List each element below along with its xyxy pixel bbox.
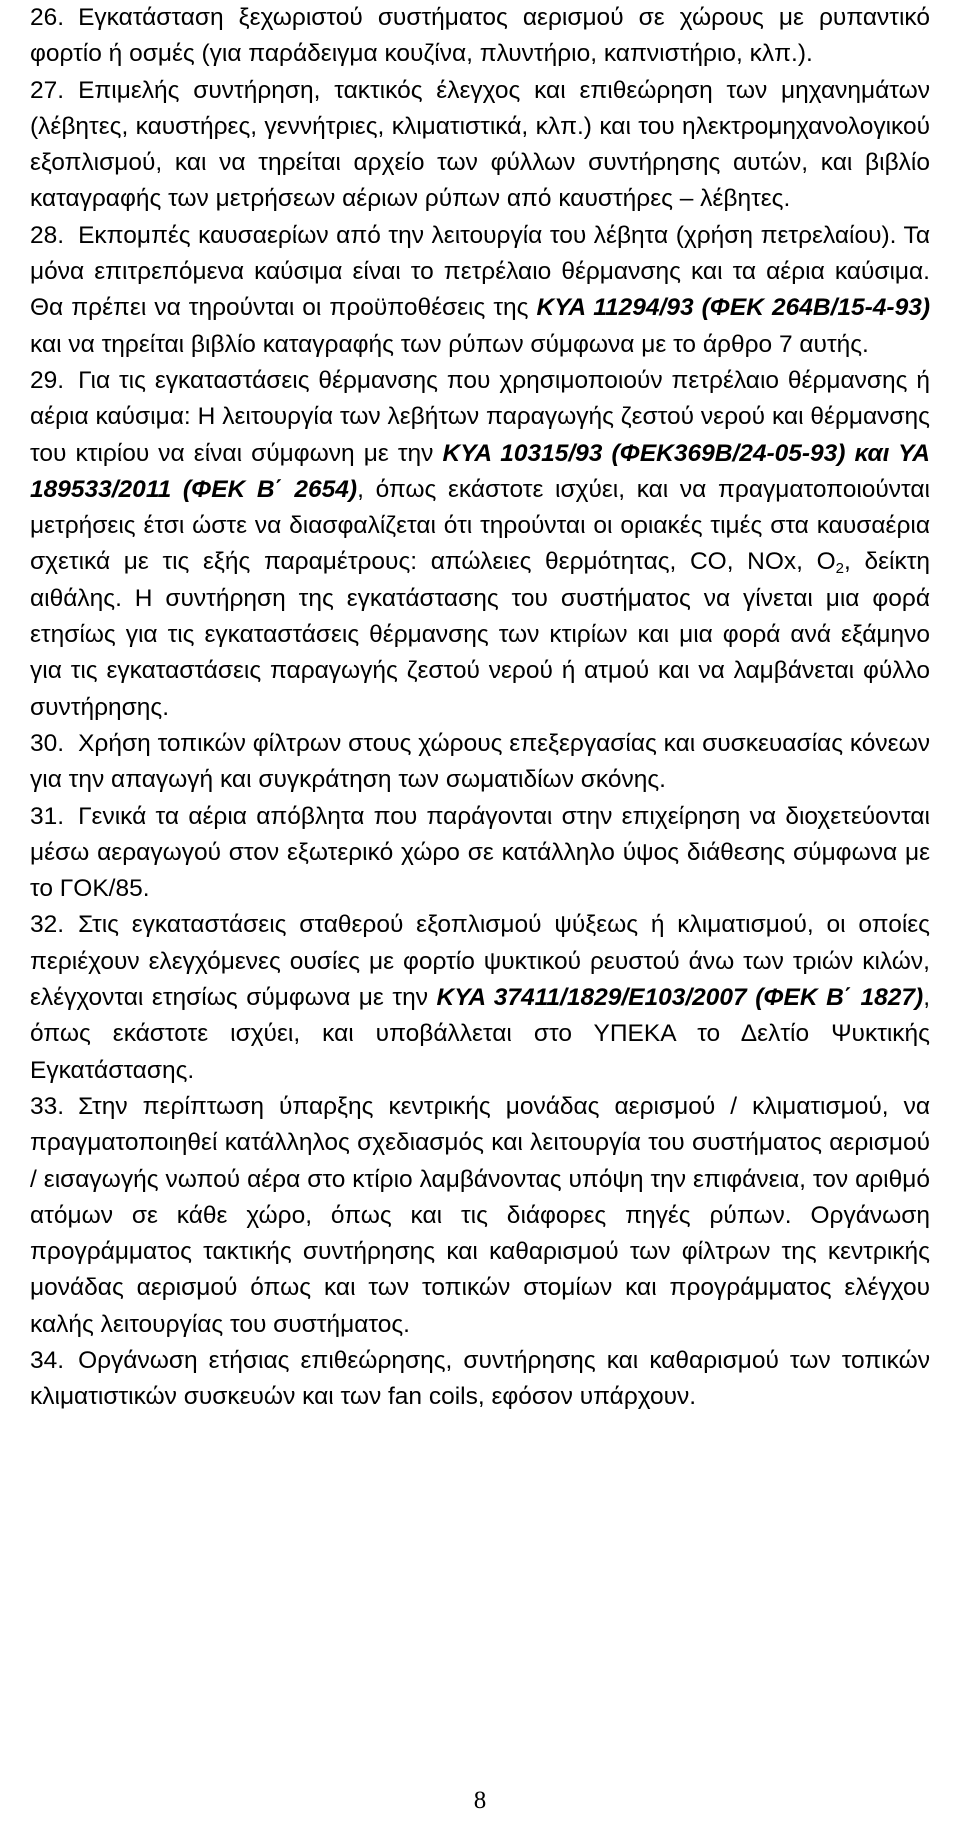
list-item-30	[30, 726, 930, 799]
item-number: 33.	[30, 1092, 65, 1120]
list-item-34	[30, 1343, 930, 1416]
item-number: 31.	[30, 802, 65, 830]
item-text: , όπως εκάστοτε ισχύει, και να πραγματοποιούνται μετρήσεις έτσι ώστε να διασφαλίζεται ότι τηρούνται οι οριακές τιμές στα καυσαέρια σχετικά με τις εξής παραμέτρους: απώλειες θερμότητας, CO, NOx, O	[30, 475, 930, 576]
list-item-31	[30, 799, 930, 908]
legal-reference: ΚΥΑ 10315/93 (ΦΕΚ369Β/24-05-93) και ΥΑ 189533/2011 (ΦΕΚ Β΄ 2654)	[30, 439, 930, 503]
item-number: 34.	[30, 1346, 65, 1374]
list-item-32	[30, 907, 930, 1088]
item-text: Για τις εγκαταστάσεις θέρμανσης που χρησιμοποιούν πετρέλαιο θέρμανσης ή αέρια καύσιμα: Η λειτουργία των λεβήτων παραγωγής ζεστού νερού και θέρμανσης του κτιρίου να είναι σύμφωνη με την	[30, 366, 930, 467]
list-item-27	[30, 73, 930, 218]
item-text: Χρήση τοπικών φίλτρων στους χώρους επεξεργασίας και συσκευασίας κόνεων για την απαγωγή και συγκράτηση των σωματιδίων σκόνης.	[30, 729, 930, 794]
list-item-29	[30, 363, 930, 726]
item-text: Γενικά τα αέρια απόβλητα που παράγονται στην επιχείρηση να διοχετεύονται μέσω αεραγωγού στον εξωτερικό χώρο σε κατάλληλο ύψος διάθεσης σύμφωνα με το ΓΟΚ/85.	[30, 802, 930, 903]
item-number: 30.	[30, 729, 65, 757]
item-text: Εκπομπές καυσαερίων από την λειτουργία του λέβητα (χρήση πετρελαίου). Τα μόνα επιτρεπόμενα καύσιμα είναι το πετρέλαιο θέρμανσης και τα αέρια καύσιμα. Θα πρέπει να τηρούνται οι προϋποθέσεις της	[30, 221, 930, 322]
subscript: 2	[835, 560, 845, 578]
item-text: , όπως εκάστοτε ισχύει, και υποβάλλεται στο ΥΠΕΚΑ το Δελτίο Ψυκτικής Εγκατάστασης.	[30, 984, 930, 1084]
legal-reference: ΚΥΑ 11294/93 (ΦΕΚ 264Β/15-4-93)	[536, 294, 930, 322]
page-number: 8	[473, 1787, 487, 1814]
item-number: 32.	[30, 911, 65, 939]
document-page	[30, 0, 930, 1416]
item-text: Οργάνωση ετήσιας επιθεώρησης, συντήρησης και καθαρισμού των τοπικών κλιματιστικών συσκευών και των fan coils, εφόσον υπάρχουν.	[30, 1346, 930, 1411]
item-number: 29.	[30, 366, 65, 394]
item-text: Στην περίπτωση ύπαρξης κεντρικής μονάδας αερισμού / κλιματισμού, να πραγματοποιηθεί κατάλληλος σχεδιασμός και λειτουργία του συστήματος αερισμού / εισαγωγής νωπού αέρα στο κτίριο λαμβάνοντας υπόψη την επιφάνεια, τον αριθμό ατόμων σε κάθε χώρο, όπως και τις διάφορες πηγές ρύπων. Οργάνωση προγράμματος τακτικής συντήρησης και καθαρισμού των φίλτρων της κεντρικής μονάδας αερισμού όπως και των τοπικών στομίων και προγράμματος ελέγχου καλής λειτουργίας του συστήματος.	[30, 1092, 930, 1338]
item-number: 26.	[30, 4, 65, 31]
item-text: , δείκτη αιθάλης. Η συντήρηση της εγκατάστασης του συστήματος να γίνεται μια φορά ετησίως για τις εγκαταστάσεις θέρμανσης των κτιρίων και μια φορά ανά εξάμηνο για τις εγκαταστάσεις παραγωγής ζεστού νερού ή ατμού και να λαμβάνεται φύλλο συντήρησης.	[30, 548, 931, 721]
item-number: 28.	[30, 221, 65, 249]
item-number: 27.	[30, 76, 65, 104]
list-item-28	[30, 218, 930, 363]
item-text: και να τηρείται βιβλίο καταγραφής των ρύπων σύμφωνα με το άρθρο 7 αυτής.	[30, 330, 869, 358]
legal-reference: ΚΥΑ 37411/1829/Ε103/2007 (ΦΕΚ Β΄ 1827)	[436, 984, 924, 1012]
item-text: Επιμελής συντήρηση, τακτικός έλεγχος και επιθεώρηση των μηχανημάτων (λέβητες, καυστήρες, γεννήτριες, κλιματιστικά, κλπ.) και του ηλεκτρομηχανολογικού εξοπλισμού, και να τηρείται αρχείο των φύλλων συντήρησης αυτών, και βιβλίο καταγραφής των μετρήσεων αέριων ρύπων από καυστήρες – λέβητες.	[30, 76, 930, 213]
item-text: Εγκατάσταση ξεχωριστού συστήματος αερισμού σε χώρους με ρυπαντικό φορτίο ή οσμές (για παράδειγμα κουζίνα, πλυντήριο, καπνιστήριο, κλπ.).	[30, 4, 930, 68]
list-item-33	[30, 1089, 930, 1343]
item-text: Στις εγκαταστάσεις σταθερού εξοπλισμού ψύξεως ή κλιματισμού, οι οποίες περιέχουν ελεγχόμενες ουσίες με φορτίο ψυκτικού ρευστού άνω των τριών κιλών, ελέγχονται ετησίως σύμφωνα με την	[30, 911, 930, 1012]
list-item-26	[30, 0, 930, 73]
